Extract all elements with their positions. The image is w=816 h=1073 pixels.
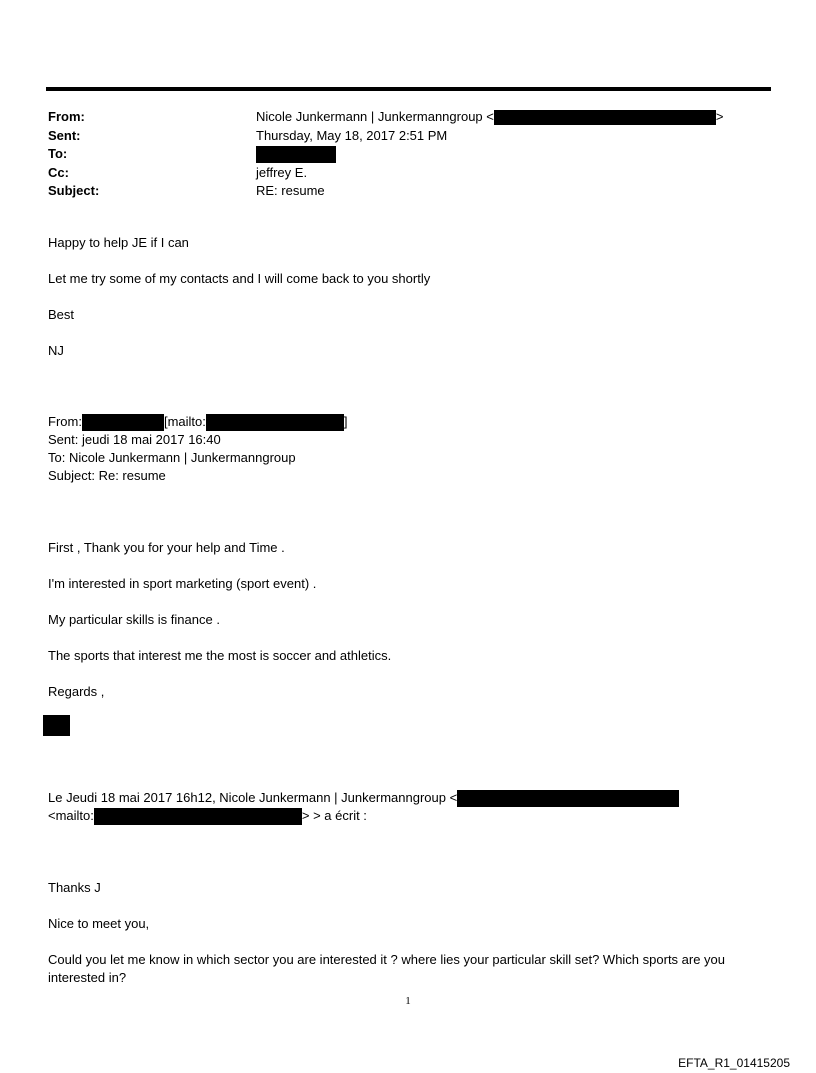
redaction-box <box>94 808 302 825</box>
reply-line: Let me try some of my contacts and I will come back to you shortly <box>48 271 431 286</box>
redaction-box <box>82 414 164 431</box>
sent-value: Thursday, May 18, 2017 2:51 PM <box>256 127 448 143</box>
to-value <box>256 145 336 164</box>
redaction-box <box>256 146 336 163</box>
body-line: Could you let me know in which sector you are interested it ? where lies your particular skill set? Which sports are you interested in? <box>48 952 726 985</box>
quoted-intro-line: Le Jeudi 18 mai 2017 16h12, Nicole Junkermann | Junkermanngroup < <box>48 789 679 807</box>
header-rule <box>46 87 771 91</box>
to-label: To: <box>48 146 68 161</box>
body-line: Regards , <box>48 684 105 699</box>
bates-number: EFTA_R1_01415205 <box>678 1056 790 1070</box>
from-row <box>48 108 768 127</box>
quoted-mailto-line: <mailto: > > a écrit : <box>48 807 367 825</box>
cc-label: Cc: <box>48 164 69 180</box>
reply-line: Happy to help JE if I can <box>48 235 189 250</box>
body-line: The sports that interest me the most is soccer and athletics. <box>48 648 392 663</box>
page-number: 1 <box>405 995 411 1007</box>
redaction-box <box>494 110 716 125</box>
body-line: My particular skills is finance . <box>48 612 220 627</box>
from-value: Nicole Junkermann | Junkermanngroup < > <box>256 109 724 124</box>
body-line: Nice to meet you, <box>48 916 150 931</box>
redaction-box <box>43 715 70 736</box>
subject-value: RE: resume <box>256 183 325 198</box>
subject-label: Subject: <box>48 183 100 198</box>
redaction-box <box>457 790 679 807</box>
body-line: Thanks J <box>48 880 101 895</box>
quoted-sent-line: Sent: jeudi 18 mai 2017 16:40 <box>48 432 221 447</box>
quoted-from-line: From: [mailto: ] <box>48 413 347 431</box>
email-header <box>48 108 768 201</box>
from-label: From: <box>48 109 85 124</box>
reply-signature: NJ <box>48 343 64 358</box>
subject-row <box>48 182 768 201</box>
cc-value: jeffrey E. <box>256 164 308 180</box>
sent-row <box>48 127 768 146</box>
redaction-box <box>206 414 344 431</box>
body-line: I'm interested in sport marketing (sport event) . <box>48 576 317 591</box>
cc-row <box>48 164 768 183</box>
to-row <box>48 145 768 164</box>
quoted-subject-line: Subject: Re: resume <box>48 468 166 483</box>
sent-label: Sent: <box>48 127 81 143</box>
quoted-to-line: To: Nicole Junkermann | Junkermanngroup <box>48 450 296 465</box>
body-line: First , Thank you for your help and Time . <box>48 540 285 555</box>
reply-line: Best <box>48 307 75 322</box>
